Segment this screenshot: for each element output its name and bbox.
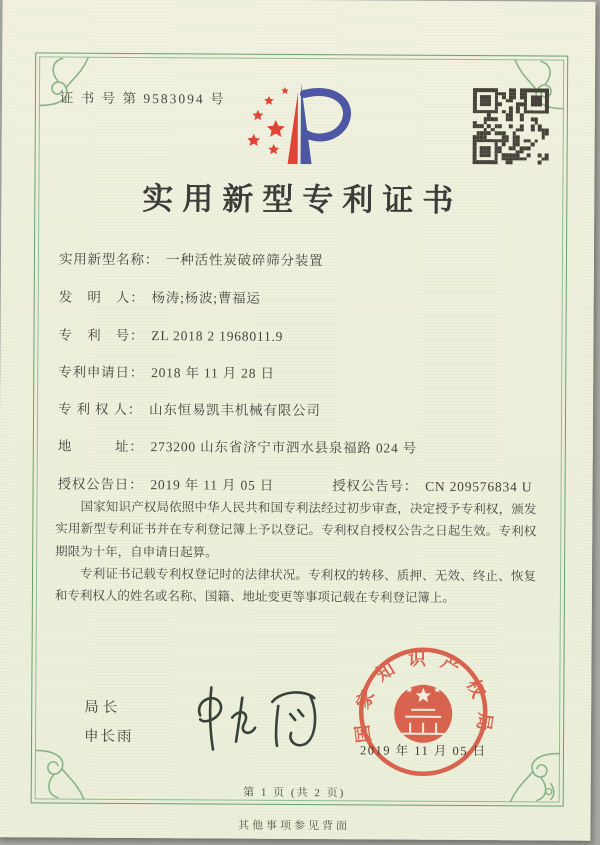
seal-date: 2019 年 11 月 05 日 (359, 743, 487, 759)
grant-date-value: 2019 年 11 月 05 日 (150, 477, 275, 493)
field-row-utility-name (59, 248, 324, 270)
signature-autograph-icon (178, 679, 338, 760)
certificate-title: 实用新型专利证书 (142, 181, 463, 219)
grant-no-value: CN 209576834 U (425, 478, 533, 495)
field-label: 专利申请日： (58, 364, 145, 381)
page-number: 第 1 页 (共 2 页) (243, 786, 346, 800)
field-row-patentee (58, 398, 321, 420)
field-label: 地 址： (57, 438, 144, 455)
national-emblem-icon (394, 680, 452, 743)
signer-name: 申长雨 (84, 728, 134, 746)
certificate-number: 证 书 号 第 9583094 号 (59, 90, 226, 107)
signer-role: 局长 (84, 699, 122, 716)
body-paragraph-2: 专利证书记载专利权登记时的法律状况。专利权的转移、质押、无效、终止、恢复和专利权人的姓名或名称、国籍、地址变更等事项记载在专利登记簿上。 (54, 566, 537, 605)
body-paragraph-1: 国家知识产权局依照中华人民共和国专利法经过初步审查，决定授予专利权，颁发实用新型专利证书并在专利登记簿上予以登记。专利权自授权公告之日起生效。专利权期限为十年，自申请日起算。 (55, 499, 537, 560)
field-row-filing-date (58, 361, 275, 382)
field-value: 一种活性炭破碎筛分装置 (166, 252, 324, 269)
field-value: 山东恒易凯丰机械有限公司 (149, 402, 321, 419)
field-label: 实用新型名称： (58, 251, 160, 268)
field-label: 专 利 号： (58, 327, 145, 344)
official-seal-icon (347, 637, 500, 788)
field-row-grant (58, 473, 533, 496)
field-row-address (58, 435, 417, 457)
qr-code (473, 88, 549, 164)
field-row-patent-number (58, 324, 283, 345)
legal-text (55, 496, 537, 610)
back-note: 其他事项参见背面 (237, 819, 351, 833)
field-value: 2018 年 11 月 28 日 (151, 365, 275, 381)
field-value: 杨涛;杨波;曹福运 (151, 290, 261, 306)
field-value: 273200 山东省济宁市泗水县泉福路 024 号 (150, 439, 418, 456)
field-label: 专 利 权 人： (58, 401, 143, 418)
grant-no-label: 授权公告号： (332, 478, 419, 494)
grant-date-label: 授权公告日： (57, 476, 144, 493)
field-value: ZL 2018 2 1968011.9 (151, 328, 284, 344)
field-label: 发 明 人： (58, 289, 145, 306)
field-row-inventors (59, 286, 261, 307)
seal-agency-text: 国家知识产权局 (350, 648, 496, 745)
cnipa-logo-icon (238, 72, 367, 173)
